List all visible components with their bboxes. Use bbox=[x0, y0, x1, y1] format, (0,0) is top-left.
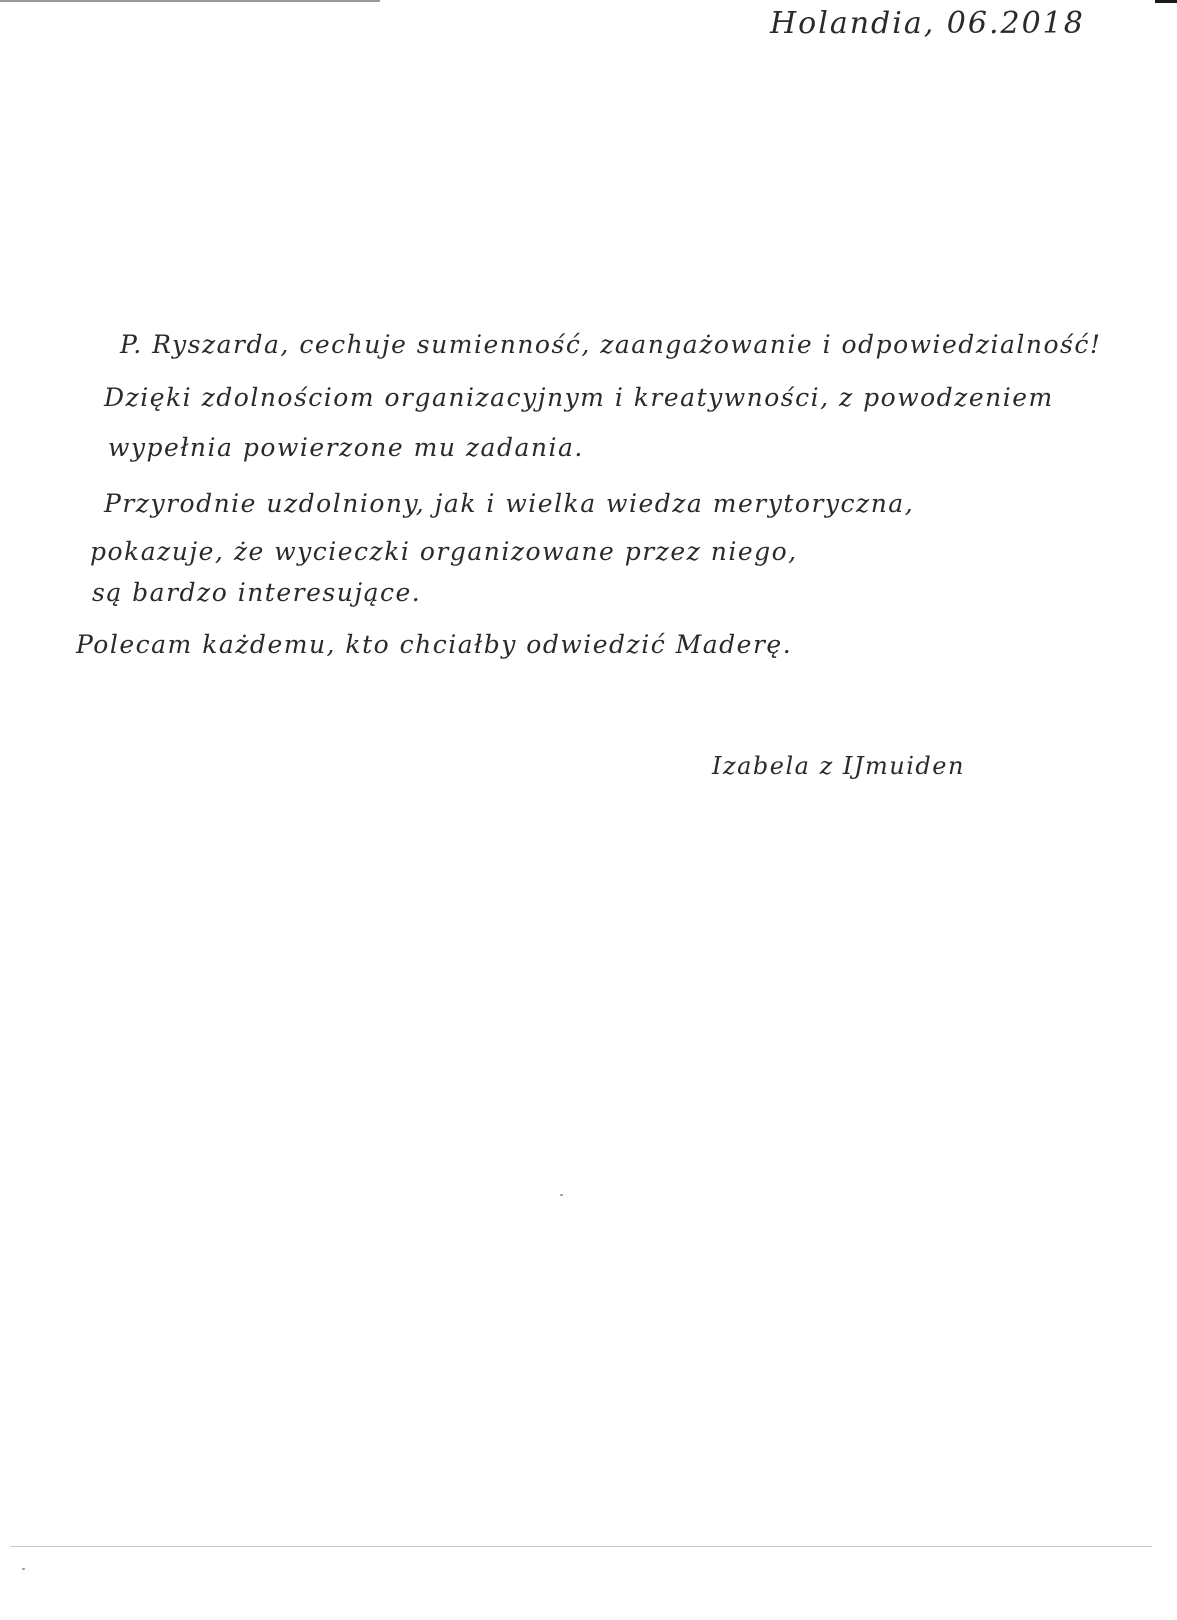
scan-edge-top bbox=[0, 0, 380, 2]
letter-date: Holandia, 06.2018 bbox=[770, 6, 1085, 41]
letter-line: wypełnia powierzone mu zadania. bbox=[108, 433, 584, 462]
letter-line: P. Ryszarda, cechuje sumienność, zaangażowanie i odpowiedzialność! bbox=[120, 330, 1102, 359]
letter-signature: Izabela z IJmuiden bbox=[712, 752, 965, 780]
scan-speck bbox=[22, 1568, 25, 1570]
letter-line: Przyrodnie uzdolniony, jak i wielka wiedza merytoryczna, bbox=[104, 489, 915, 518]
letter-line: Dzięki zdolnościom organizacyjnym i kreatywności, z powodzeniem bbox=[104, 383, 1054, 412]
scan-edge-bottom bbox=[10, 1546, 1152, 1547]
scan-speck bbox=[560, 1194, 563, 1196]
letter-line: pokazuje, że wycieczki organizowane przez niego, bbox=[90, 537, 798, 566]
letter-line: Polecam każdemu, kto chciałby odwiedzić Maderę. bbox=[76, 630, 793, 659]
letter-line: są bardzo interesujące. bbox=[92, 578, 422, 607]
scan-corner-mark bbox=[1155, 0, 1177, 3]
